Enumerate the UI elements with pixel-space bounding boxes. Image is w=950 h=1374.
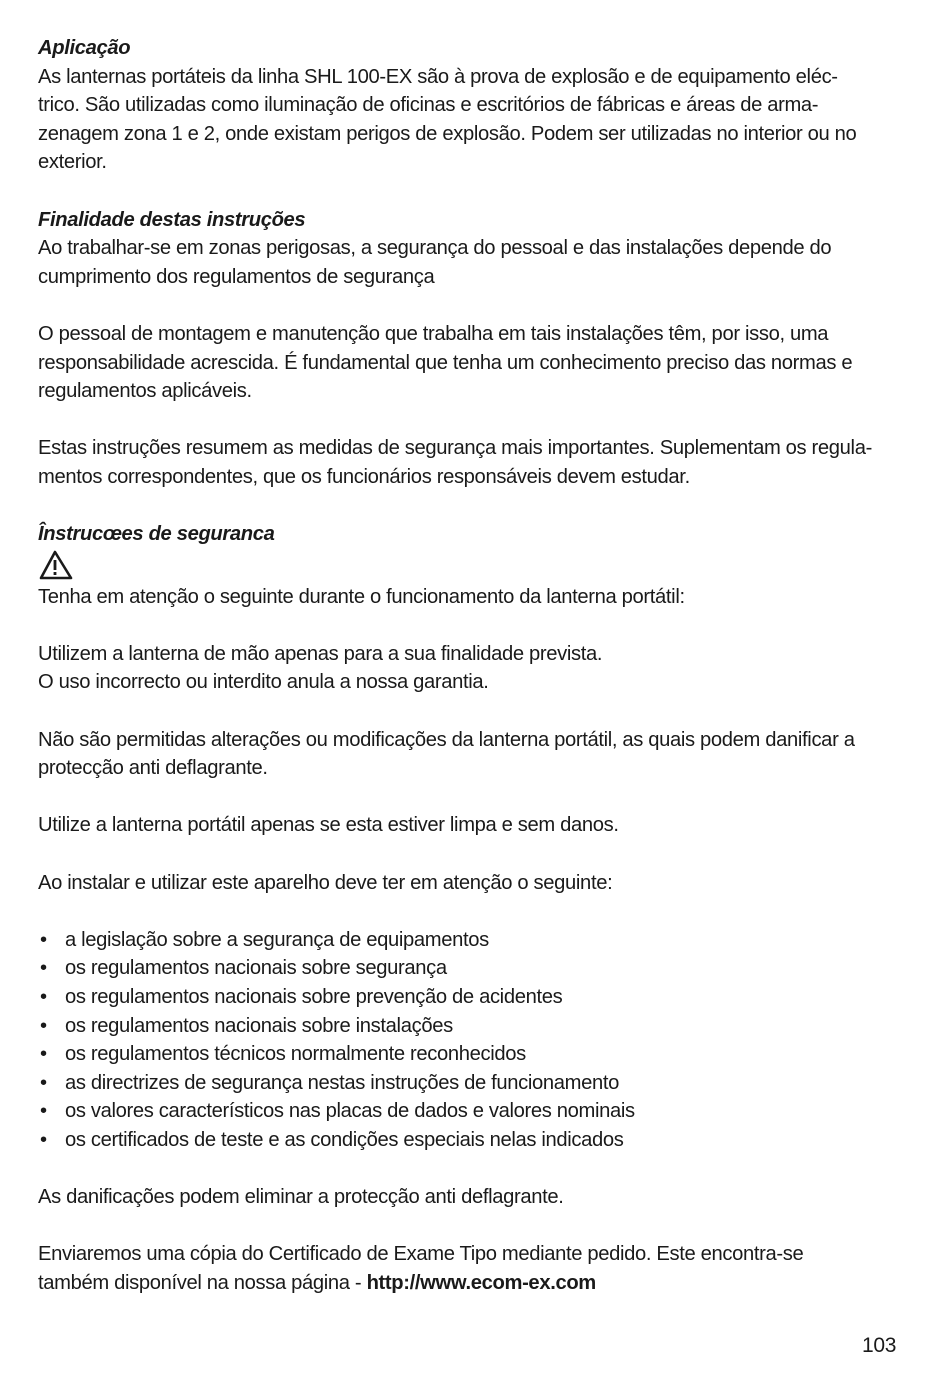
text-line: Utilizem a lanterna de mão apenas para a sua finalidade prevista. bbox=[38, 642, 603, 665]
paragraph-finalidade-3 bbox=[38, 434, 908, 491]
list-item: • os valores característicos nas placas de dados e valores nominais bbox=[38, 1097, 908, 1126]
bullet-icon: • bbox=[40, 1043, 47, 1066]
text-line: Ao trabalhar-se em zonas perigosas, a segurança do pessoal e das instalações depende do bbox=[38, 237, 832, 260]
paragraph-seguranca-6 bbox=[38, 1240, 908, 1297]
text-line: protecção anti deflagrante. bbox=[38, 757, 268, 780]
bullet-icon: • bbox=[40, 1128, 47, 1151]
paragraph-aplicacao bbox=[38, 63, 908, 177]
text-line: responsabilidade acrescida. É fundamental que tenha um conhecimento preciso das normas e bbox=[38, 351, 853, 374]
text-line: cumprimento dos regulamentos de segurança bbox=[38, 265, 435, 288]
bullet-icon: • bbox=[40, 986, 47, 1008]
text-line: O pessoal de montagem e manutenção que trabalha em tais instalações têm, por isso, uma bbox=[38, 322, 829, 345]
bullet-icon: • bbox=[40, 1100, 47, 1123]
warning-triangle-icon bbox=[38, 549, 908, 583]
paragraph-finalidade-1 bbox=[38, 234, 908, 291]
section-heading-aplicacao: Aplicação bbox=[38, 37, 131, 59]
bullet-icon: • bbox=[40, 1071, 47, 1094]
text-line: Enviaremos uma cópia do Certificado de Exame Tipo mediante pedido. Este encontra-se bbox=[38, 1243, 804, 1266]
regulations-list bbox=[38, 926, 908, 1155]
list-item: • as directrizes de segurança nestas instruções de funcionamento bbox=[38, 1069, 908, 1098]
text-line: regulamentos aplicáveis. bbox=[38, 380, 252, 403]
paragraph-seguranca-4: Ao instalar e utilizar este aparelho deve ter em atenção o seguinte: bbox=[38, 871, 613, 894]
paragraph-seguranca-5: As danificações podem eliminar a protecção anti deflagrante. bbox=[38, 1186, 564, 1209]
text-line: As lanternas portáteis da linha SHL 100-EX são à prova de explosão e de equipamento eléc- bbox=[38, 65, 838, 88]
text-line: zenagem zona 1 e 2, onde existam perigos de explosão. Podem ser utilizadas no interior ou no bbox=[38, 122, 857, 145]
text-line: trico. São utilizadas como iluminação de oficinas e escritórios de fábricas e áreas de arma- bbox=[38, 94, 819, 117]
text-line: exterior. bbox=[38, 151, 107, 174]
text-line: O uso incorrecto ou interdito anula a nossa garantia. bbox=[38, 671, 489, 694]
paragraph-finalidade-2 bbox=[38, 320, 908, 406]
text-line: Estas instruções resumem as medidas de segurança mais importantes. Suplementam os regula- bbox=[38, 437, 872, 460]
website-link[interactable]: http://www.ecom-ex.com bbox=[366, 1271, 596, 1294]
paragraph-seguranca-2 bbox=[38, 726, 908, 783]
document-page bbox=[38, 34, 908, 1298]
list-item: • os regulamentos nacionais sobre segurança bbox=[38, 954, 908, 983]
text-line: mentos correspondentes, que os funcionários responsáveis devem estudar. bbox=[38, 465, 690, 488]
text-fragment: também disponível na nossa página - bbox=[38, 1271, 367, 1294]
paragraph-seguranca-3: Utilize a lanterna portátil apenas se esta estiver limpa e sem danos. bbox=[38, 814, 619, 837]
text-line: Não são permitidas alterações ou modificações da lanterna portátil, as quais podem danificar a bbox=[38, 728, 855, 751]
bullet-icon: • bbox=[40, 928, 47, 951]
page-number: 103 bbox=[862, 1334, 897, 1357]
list-item: • os regulamentos técnicos normalmente reconhecidos bbox=[38, 1040, 908, 1069]
section-heading-finalidade: Finalidade destas instruções bbox=[38, 208, 306, 231]
bullet-icon: • bbox=[40, 957, 47, 980]
list-item: • os regulamentos nacionais sobre instalações bbox=[38, 1012, 908, 1041]
paragraph-seguranca-intro: Tenha em atenção o seguinte durante o funcionamento da lanterna portátil: bbox=[38, 585, 685, 608]
list-item: • os regulamentos nacionais sobre prevenção de acidentes bbox=[38, 983, 908, 1012]
section-heading-seguranca: Înstrucœes de seguranca bbox=[38, 523, 275, 546]
paragraph-seguranca-1 bbox=[38, 640, 908, 697]
list-item: • a legislação sobre a segurança de equipamentos bbox=[38, 926, 908, 955]
text-line bbox=[38, 1269, 908, 1298]
list-item: • os certificados de teste e as condições especiais nelas indicados bbox=[38, 1126, 908, 1155]
bullet-icon: • bbox=[40, 1014, 47, 1037]
